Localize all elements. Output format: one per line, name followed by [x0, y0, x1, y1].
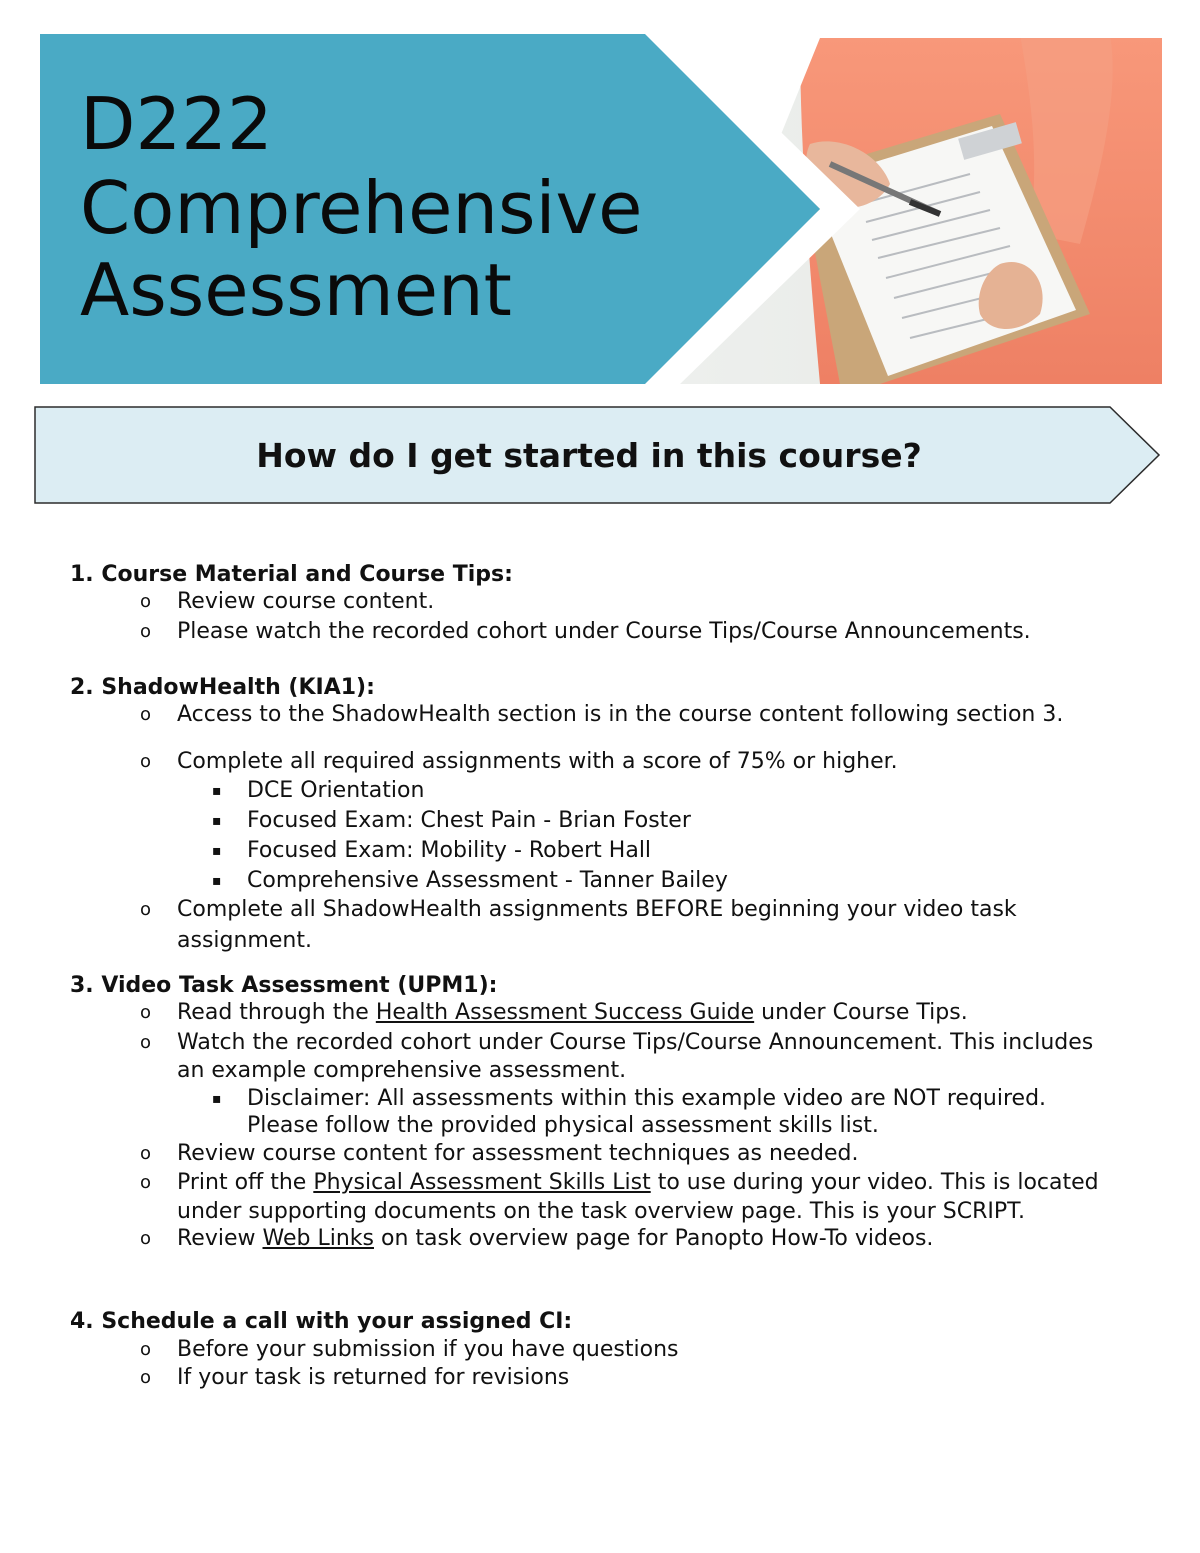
subheader-title: How do I get started in this course?	[256, 435, 922, 475]
bullet-square-icon: ▪	[212, 783, 222, 799]
section-title: 2. ShadowHealth (KIA1):	[70, 675, 375, 700]
bullet-circle-icon: o	[140, 1143, 152, 1164]
bullet-circle-icon: o	[140, 1032, 152, 1053]
bullet-square-icon: ▪	[212, 1091, 222, 1107]
skills-list-link[interactable]: Physical Assessment Skills List	[313, 1170, 651, 1195]
section-title: 4. Schedule a call with your assigned CI:	[70, 1309, 573, 1334]
section-title: 1. Course Material and Course Tips:	[70, 562, 513, 587]
bullet-circle-icon: o	[140, 591, 152, 612]
bullet-circle-icon: o	[140, 1002, 152, 1023]
health-assessment-guide-link[interactable]: Health Assessment Success Guide	[375, 1000, 755, 1025]
bullet-square-icon: ▪	[212, 813, 222, 829]
bullet-circle-icon: o	[140, 899, 152, 920]
web-links-link[interactable]: Web Links	[262, 1226, 374, 1251]
bullet-circle-icon: o	[140, 1367, 152, 1388]
bullet-square-icon: ▪	[212, 873, 222, 889]
bullet-circle-icon: o	[140, 751, 152, 772]
bullet-square-icon: ▪	[212, 843, 222, 859]
page-title-line-3: Assessment	[80, 248, 512, 332]
bullet-circle-icon: o	[140, 1228, 152, 1249]
page-title-line-2: Comprehensive	[80, 166, 643, 250]
bullet-circle-icon: o	[140, 1339, 152, 1360]
section-title: 3. Video Task Assessment (UPM1):	[70, 973, 498, 998]
page-title-line-1: D222	[80, 82, 273, 166]
bullet-circle-icon: o	[140, 1172, 152, 1193]
bullet-circle-icon: o	[140, 704, 152, 725]
bullet-circle-icon: o	[140, 621, 152, 642]
